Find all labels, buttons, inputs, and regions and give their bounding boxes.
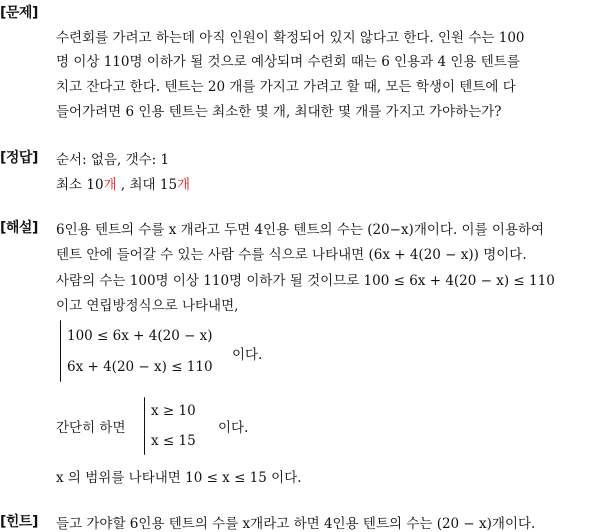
range-line: x 의 범위를 나타내면 10 ≤ x ≤ 15 이다. [56,470,302,486]
answer-min-unit: 개 [103,177,117,193]
problem-line-1: 수련회를 가려고 하는데 아직 인원이 확정되어 있지 않다고 한다. 인원 수는 100 [56,30,525,46]
problem-line-3: 치고 잔다고 한다. 텐트는 20 개를 가지고 가려고 할 때, 모든 학생이 텐트에 다 [56,79,516,95]
system2-eq1: x ≥ 10 [151,403,196,419]
simplify-prefix: 간단히 하면 [56,420,126,436]
problem-tag: [문제] [0,5,38,21]
solution-line-2: 텐트 안에 들어갈 수 있는 사람 수를 식으로 나타내면 (6x + 4(20 − x)) 명이다. [56,247,527,263]
answer-line-1: 순서: 없음, 갯수: 1 [56,152,170,168]
answer-line-2 [56,173,190,193]
answer-min: 최소 10 [56,177,104,193]
answer-max-unit: 개 [177,177,191,193]
problem-line-4: 들어가려면 6 인용 텐트는 최소한 몇 개, 최대한 몇 개를 가지고 가야하는가? [56,104,502,120]
answer-max: , 최대 15 [120,177,178,193]
hint-tag: [힌트] [0,514,38,530]
solution-line-4: 이고 연립방정식으로 나타내면, [56,298,239,314]
system1-brace [60,320,61,382]
system1-eq2: 6x + 4(20 − x) ≤ 110 [67,359,213,375]
answer-tag: [정답] [0,150,38,166]
solution-tag: [해설] [0,220,38,236]
system2-brace [144,397,145,455]
system2-suffix: 이다. [218,420,249,436]
solution-line-3: 사람의 수는 100명 이상 110명 이하가 될 것이므로 100 ≤ 6x + 4(20 − x) ≤ 110 [56,273,555,289]
hint-line: 들고 가야할 6인용 텐트의 수를 x개라고 하면 4인용 텐트의 수는 (20 − x)개이다. [56,516,536,532]
system1-eq1: 100 ≤ 6x + 4(20 − x) [67,328,213,344]
solution-line-1: 6인용 텐트의 수를 x 개라고 두면 4인용 텐트의 수는 (20−x)개이다. 이를 이용하여 [56,222,545,238]
system1-suffix: 이다. [232,347,263,363]
system2-eq2: x ≤ 15 [151,433,196,449]
problem-line-2: 명 이상 110명 이하가 될 것으로 예상되며 수련회 때는 6 인용과 4 인용 텐트를 [56,54,520,70]
